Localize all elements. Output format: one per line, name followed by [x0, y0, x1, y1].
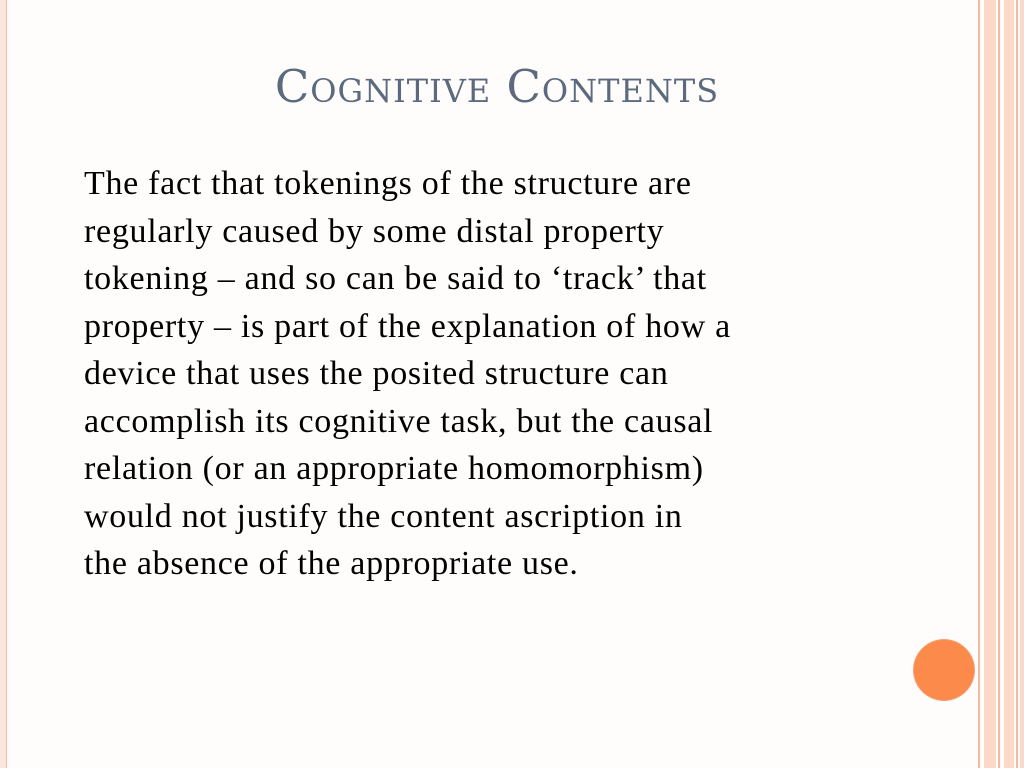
body-line: The fact that tokenings of the structure are — [84, 165, 692, 202]
orange-circle-decoration — [914, 640, 974, 700]
slide-body-text — [84, 160, 924, 588]
right-decorative-stripes — [978, 0, 1024, 768]
body-line: device that uses the posited structure can — [84, 355, 669, 392]
stripe — [984, 0, 996, 768]
stripe — [1016, 0, 1018, 768]
stripe — [978, 0, 980, 768]
body-line: accomplish its cognitive task, but the causal — [84, 402, 714, 440]
stripe — [1020, 0, 1024, 768]
body-line: tokening – and so can be said to ‘track’ that — [84, 260, 707, 297]
body-line: the absence of the appropriate use. — [84, 545, 579, 582]
body-line: regularly caused by some distal property — [84, 212, 665, 250]
stripe — [998, 0, 1000, 768]
body-line: relation (or an appropriate homomorphism) — [84, 450, 704, 487]
body-line: would not justify the content ascription in — [84, 497, 683, 535]
stripe — [1004, 0, 1014, 768]
left-border-stripe — [0, 0, 7, 768]
slide-title: Cognitive Contents — [274, 60, 720, 113]
body-line: property – is part of the explanation of how a — [84, 307, 731, 345]
